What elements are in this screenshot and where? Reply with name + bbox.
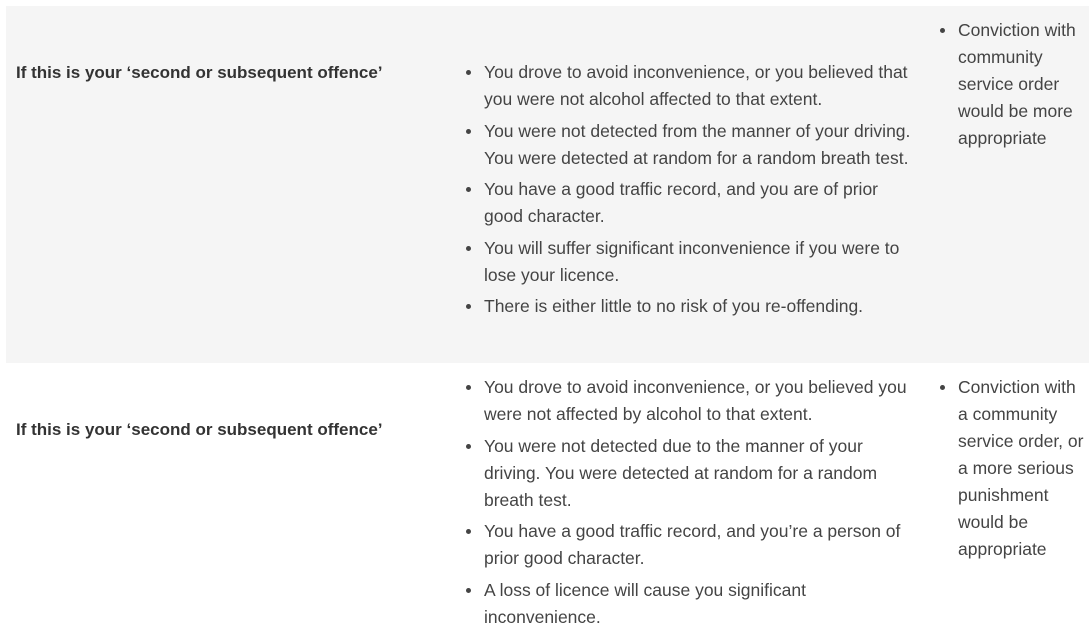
table-row <box>6 6 1089 363</box>
list-item <box>464 433 914 514</box>
list-item <box>938 374 1088 563</box>
list-item <box>464 518 914 572</box>
bullet-icon <box>940 385 945 390</box>
bullet-icon <box>466 304 471 309</box>
list-item <box>464 176 914 230</box>
outcome-list <box>938 374 1088 563</box>
factor-text: You have a good traffic record, and you’re a person of prior good character. <box>484 521 901 568</box>
table-row <box>6 363 1089 630</box>
list-item <box>464 235 914 289</box>
bullet-icon <box>466 529 471 534</box>
bullet-icon <box>466 444 471 449</box>
factor-text: You drove to avoid inconvenience, or you believed that you were not alcohol affected to that extent. <box>484 62 908 109</box>
list-item <box>464 577 914 631</box>
factors-list <box>464 59 914 320</box>
list-item <box>938 17 1088 152</box>
outcome-cell <box>938 374 1088 563</box>
bullet-icon <box>940 28 945 33</box>
bullet-icon <box>466 588 471 593</box>
factor-text: There is either little to no risk of you re-offending. <box>484 296 864 316</box>
bullet-icon <box>466 246 471 251</box>
list-item <box>464 118 914 172</box>
bullet-icon <box>466 70 471 75</box>
bullet-icon <box>466 187 471 192</box>
bullet-icon <box>466 129 471 134</box>
offence-label: If this is your ‘second or subsequent offence’ <box>16 63 383 82</box>
factors-cell <box>464 59 914 325</box>
outcome-cell <box>938 17 1088 152</box>
outcome-list <box>938 17 1088 152</box>
factors-cell <box>464 374 914 635</box>
factor-text: You were not detected from the manner of your driving. You were detected at random for a random breath test. <box>484 120 911 168</box>
factors-list <box>464 374 914 631</box>
outcome-text: Conviction with community service order would be more appropriate <box>958 20 1076 148</box>
factor-text: You will suffer significant inconvenience if you were to lose your licence. <box>484 237 900 285</box>
factor-text: You were not detected due to the manner of your driving. You were detected at random for a random breath test. <box>484 435 878 510</box>
list-item <box>464 374 914 428</box>
bullet-icon <box>466 385 471 390</box>
factor-text: You have a good traffic record, and you are of prior good character. <box>484 179 879 226</box>
list-item <box>464 59 914 113</box>
outcome-text: Conviction with a community service order, or a more serious punishment would be appropriate <box>958 377 1084 559</box>
factor-text: You drove to avoid inconvenience, or you believed you were not affected by alcohol to that extent. <box>484 377 907 424</box>
list-item <box>464 293 914 320</box>
offence-label: If this is your ‘second or subsequent offence’ <box>16 420 383 439</box>
factor-text: A loss of licence will cause you significant inconvenience. <box>484 579 806 627</box>
